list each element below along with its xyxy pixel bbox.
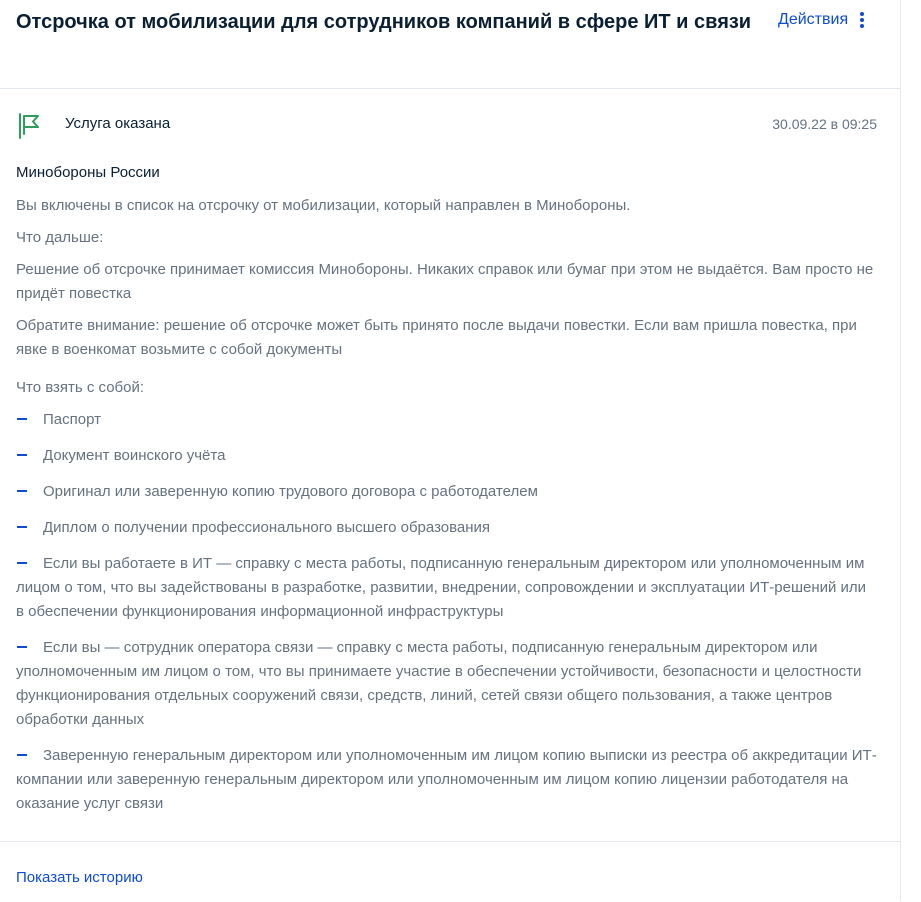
dash-icon [17, 562, 27, 564]
list-item-text: Заверенную генеральным директором или уполномоченным им лицом копию выписки из реестра об аккредитации ИТ-компании или заверенную генеральным директором или уполномоченным им лицом копию лицензии работодателя на оказание услуг связи [16, 747, 877, 812]
list-item [16, 516, 878, 540]
dash-icon [17, 646, 27, 648]
actions-label: Действия [778, 11, 849, 28]
list-item [16, 480, 878, 504]
list-item-text: Диплом о получении профессионального высшего образования [43, 519, 491, 536]
show-history-link[interactable]: Показать историю [16, 869, 143, 886]
list-item-text: Документ воинского учёта [43, 447, 226, 464]
list-item-text: Если вы — сотрудник оператора связи — справку с места работы, подписанную генеральным директором или уполномоченным им лицом о том, что вы принимаете участие в обеспечении устойчивости, безопасности и целостности функционирования отдельных сооружений связи, средств, линий, сетей связи общего пользования, а также центров обработки данных [16, 639, 862, 728]
status-label: Услуга оказана [65, 115, 171, 132]
dash-icon [17, 526, 27, 528]
list-item [16, 408, 878, 432]
list-item [16, 444, 878, 468]
list-item-text: Оригинал или заверенную копию трудового договора с работодателем [43, 483, 538, 500]
message-paragraph: Вы включены в список на отсрочку от мобилизации, который направлен в Минобороны. [16, 197, 631, 214]
list-item-text: Если вы работаете в ИТ — справку с места работы, подписанную генеральным директором или уполномоченным им лицом о том, что вы задействованы в разработке, развитии, внедрении, сопровождении и эксплуатации ИТ-решений или в обеспечении функционирования информационной инфраструктуры [16, 555, 867, 620]
flag-icon [17, 113, 41, 144]
list-item [16, 552, 878, 624]
dash-icon [17, 418, 27, 420]
organization-name: Минобороны России [16, 164, 160, 181]
dash-icon [17, 754, 27, 756]
kebab-menu-icon[interactable] [856, 8, 868, 32]
card-header [0, 0, 900, 89]
list-item-text: Паспорт [43, 411, 101, 428]
message-paragraph: Обратите внимание: решение об отсрочке может быть принято после выдачи повестки. Если вам пришла повестка, при явке в военкомат возьмите с собой документы [16, 317, 857, 358]
message-content [16, 162, 878, 828]
message-paragraph: Решение об отсрочке принимает комиссия Минобороны. Никаких справок или бумаг при этом не выдаётся. Вам просто не придёт повестка [16, 261, 874, 302]
documents-list [16, 408, 878, 816]
list-item [16, 636, 878, 732]
actions-button[interactable] [778, 8, 868, 32]
card-footer [0, 841, 900, 902]
list-title: Что взять с собой: [16, 379, 145, 396]
dash-icon [17, 490, 27, 492]
page-title: Отсрочка от мобилизации для сотрудников компаний в сфере ИТ и связи [16, 11, 752, 33]
dash-icon [17, 454, 27, 456]
status-date: 30.09.22 в 09:25 [772, 116, 877, 132]
list-item [16, 744, 878, 816]
message-paragraph: Что дальше: [16, 229, 104, 246]
